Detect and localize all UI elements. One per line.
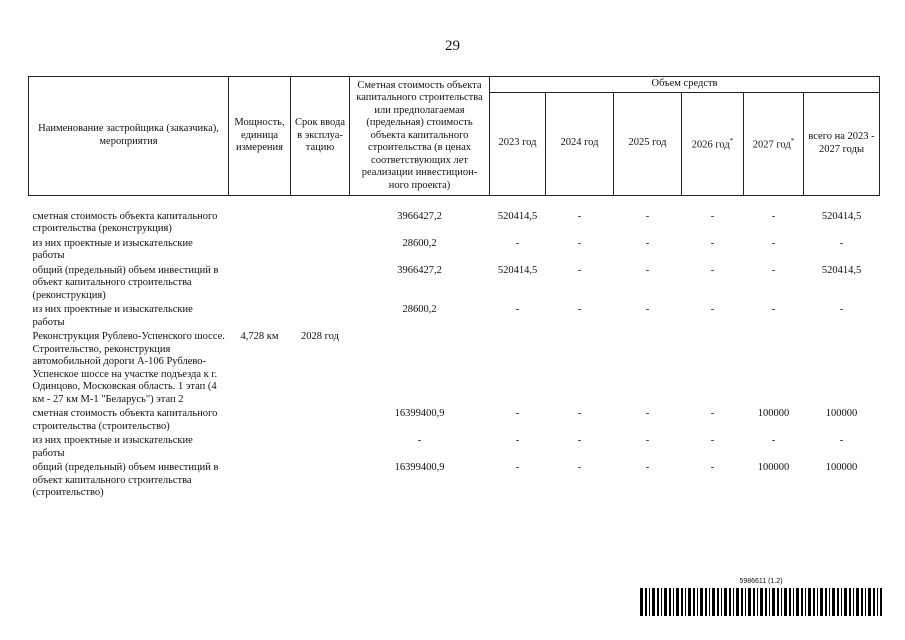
row-2026: - bbox=[710, 237, 715, 249]
barcode bbox=[640, 578, 882, 618]
table-row bbox=[29, 461, 880, 501]
row-total: 100000 bbox=[825, 408, 858, 419]
row-name: общий (предельный) объем инвестиций в объект капитального строительства (строительство) bbox=[32, 462, 219, 498]
row-cost: 16399400,9 bbox=[394, 408, 445, 419]
row-2027 bbox=[744, 330, 804, 407]
row-cost: 28600,2 bbox=[402, 237, 437, 249]
row-2025: - bbox=[645, 408, 650, 419]
table-row bbox=[29, 237, 880, 264]
row-cost bbox=[350, 330, 490, 407]
row-capacity bbox=[229, 210, 291, 237]
row-2027: - bbox=[771, 237, 776, 249]
row-2025: - bbox=[645, 237, 650, 249]
row-2023: - bbox=[515, 462, 520, 473]
header-2023: 2023 год bbox=[490, 92, 546, 195]
header-capacity: Мощность, единица измерения bbox=[229, 77, 291, 196]
row-2027: - bbox=[771, 304, 776, 315]
row-name: Реконструкция Рублево-Успенского шоссе. Строительство, реконструкция автомобильной дороги А-106 Рублево-Успенское шоссе на участке подъезда к г. Одинцово, Московская область. 1 этап (4 км - 27 км М-1 "Беларусь") этап 2 bbox=[32, 331, 225, 405]
row-term bbox=[291, 237, 350, 264]
row-term: 2028 год bbox=[301, 331, 339, 342]
header-2024: 2024 год bbox=[546, 92, 614, 195]
row-total: - bbox=[839, 304, 844, 315]
row-2024: - bbox=[577, 264, 582, 276]
header-term: Срок ввода в эксплуа-тацию bbox=[291, 77, 350, 196]
table-row bbox=[29, 330, 880, 407]
header-2025: 2025 год bbox=[614, 92, 682, 195]
investment-table bbox=[28, 76, 880, 501]
row-2027: 100000 bbox=[757, 408, 790, 419]
row-2023 bbox=[490, 330, 546, 407]
row-cost: 3966427,2 bbox=[397, 210, 442, 222]
barcode-number: 5986611 (1.2) bbox=[739, 578, 783, 585]
row-capacity bbox=[229, 264, 291, 304]
row-term bbox=[291, 434, 350, 461]
row-capacity bbox=[229, 461, 291, 501]
row-2026: - bbox=[710, 435, 715, 446]
table-row bbox=[29, 407, 880, 434]
row-cost: 3966427,2 bbox=[397, 264, 442, 276]
row-2023: 520414,5 bbox=[497, 210, 538, 222]
header-2026: 2026 год* bbox=[682, 92, 744, 195]
row-cost: 28600,2 bbox=[402, 304, 437, 315]
row-2024: - bbox=[577, 304, 582, 315]
row-name: из них проектные и изыскательские работы bbox=[32, 435, 193, 459]
header-funds: Объем средств bbox=[490, 77, 880, 93]
row-2023: - bbox=[515, 435, 520, 446]
row-total: - bbox=[839, 435, 844, 446]
table-row bbox=[29, 210, 880, 237]
row-name: общий (предельный) объем инвестиций в объект капитального строительства (реконструкция) bbox=[32, 264, 219, 301]
table-row bbox=[29, 434, 880, 461]
row-term bbox=[291, 264, 350, 304]
row-2024: - bbox=[577, 237, 582, 249]
row-term bbox=[291, 407, 350, 434]
row-cost: 16399400,9 bbox=[394, 462, 445, 473]
row-2026: - bbox=[710, 408, 715, 419]
row-2026: - bbox=[710, 264, 715, 276]
row-2026: - bbox=[710, 462, 715, 473]
page-number: 29 bbox=[445, 38, 460, 54]
row-term bbox=[291, 210, 350, 237]
row-name: из них проектные и изыскательские работы bbox=[32, 304, 193, 328]
header-total: всего на 2023 - 2027 годы bbox=[804, 92, 880, 195]
row-2024 bbox=[546, 330, 614, 407]
row-name: из них проектные и изыскательские работы bbox=[32, 237, 193, 261]
row-2023: - bbox=[515, 408, 520, 419]
row-2027: - bbox=[771, 264, 776, 276]
row-total bbox=[804, 330, 880, 407]
header-name: Наименование застройщика (заказчика), мероприятия bbox=[29, 77, 229, 196]
row-capacity bbox=[229, 303, 291, 330]
row-2024: - bbox=[577, 462, 582, 473]
row-capacity: 4,728 км bbox=[240, 331, 279, 342]
row-total: - bbox=[839, 237, 844, 249]
row-2024: - bbox=[577, 435, 582, 446]
row-capacity bbox=[229, 407, 291, 434]
row-2025: - bbox=[645, 264, 650, 276]
row-2024: - bbox=[577, 408, 582, 419]
row-name: сметная стоимость объекта капитального строительства (строительство) bbox=[32, 408, 218, 432]
row-2023: - bbox=[515, 237, 520, 249]
row-2027: 100000 bbox=[757, 462, 790, 473]
row-total: 100000 bbox=[825, 462, 858, 473]
barcode-icon bbox=[640, 588, 882, 616]
row-2025: - bbox=[645, 210, 650, 222]
row-2026: - bbox=[710, 304, 715, 315]
header-2027: 2027 год* bbox=[744, 92, 804, 195]
row-2026: - bbox=[710, 210, 715, 222]
row-name: сметная стоимость объекта капитального строительства (реконструкция) bbox=[32, 210, 218, 234]
row-2025: - bbox=[645, 462, 650, 473]
row-2025: - bbox=[645, 304, 650, 315]
row-total: 520414,5 bbox=[821, 264, 862, 276]
row-2023: 520414,5 bbox=[497, 264, 538, 276]
row-term bbox=[291, 303, 350, 330]
row-2026 bbox=[682, 330, 744, 407]
table-row bbox=[29, 303, 880, 330]
row-cost: - bbox=[417, 435, 422, 446]
row-2024: - bbox=[577, 210, 582, 222]
row-term bbox=[291, 461, 350, 501]
row-2025: - bbox=[645, 435, 650, 446]
row-2023: - bbox=[515, 304, 520, 315]
row-2025 bbox=[614, 330, 682, 407]
table-row bbox=[29, 264, 880, 304]
header-cost: Сметная стоимость объекта капитального строительства или предполагаемая (предельная) стоимость объекта капитального строительства (в ценах соответствующих лет реализации инвестицион-ного проекта) bbox=[350, 77, 490, 196]
row-total: 520414,5 bbox=[821, 210, 862, 222]
row-2027: - bbox=[771, 435, 776, 446]
row-capacity bbox=[229, 434, 291, 461]
row-capacity bbox=[229, 237, 291, 264]
row-2027: - bbox=[771, 210, 776, 222]
